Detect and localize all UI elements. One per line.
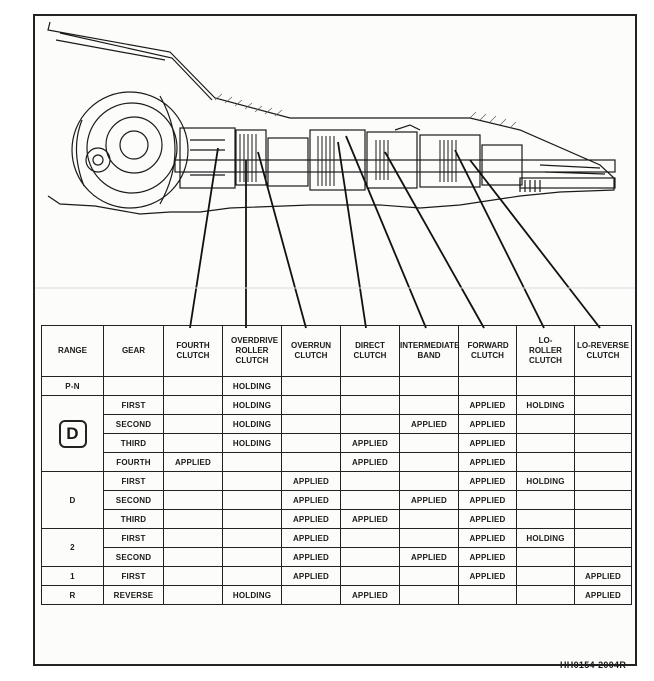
status-cell: HOLDING (223, 415, 282, 434)
header-overdrive-roller-clutch: OVERDRIVE ROLLER CLUTCH (223, 326, 282, 377)
gear-cell: FIRST (104, 567, 164, 586)
status-cell: HOLDING (223, 586, 282, 605)
status-cell: APPLIED (341, 510, 400, 529)
gear-cell: THIRD (104, 434, 164, 453)
header-direct-clutch: DIRECT CLUTCH (341, 326, 400, 377)
status-cell: HOLDING (223, 434, 282, 453)
status-cell (575, 453, 632, 472)
table-row (42, 415, 632, 434)
status-cell (282, 396, 341, 415)
status-cell: APPLIED (400, 548, 459, 567)
status-cell: APPLIED (459, 510, 517, 529)
status-cell (517, 453, 575, 472)
status-cell: APPLIED (459, 434, 517, 453)
range-pn: P-N (42, 377, 104, 396)
status-cell (400, 567, 459, 586)
range-second: 2 (42, 529, 104, 567)
table-row (42, 529, 632, 548)
table-row (42, 396, 632, 415)
status-cell (164, 396, 223, 415)
status-cell (575, 396, 632, 415)
gear-cell: FIRST (104, 529, 164, 548)
status-cell: APPLIED (459, 396, 517, 415)
status-cell (575, 510, 632, 529)
range-overdrive (42, 396, 104, 472)
status-cell (223, 567, 282, 586)
status-cell (282, 586, 341, 605)
status-cell: APPLIED (282, 567, 341, 586)
status-cell: HOLDING (223, 377, 282, 396)
status-cell (517, 434, 575, 453)
status-cell: APPLIED (575, 567, 632, 586)
status-cell: APPLIED (400, 491, 459, 510)
pump-gear (86, 148, 110, 172)
status-cell (341, 567, 400, 586)
range-first: 1 (42, 567, 104, 586)
status-cell (164, 510, 223, 529)
gear-cell: SECOND (104, 415, 164, 434)
status-cell (400, 529, 459, 548)
gear-cell: SECOND (104, 548, 164, 567)
status-cell (164, 529, 223, 548)
status-cell (282, 415, 341, 434)
gear-cell: REVERSE (104, 586, 164, 605)
table-row (42, 377, 632, 396)
status-cell (282, 377, 341, 396)
status-cell: APPLIED (459, 491, 517, 510)
gear-cell (104, 377, 164, 396)
status-cell (517, 548, 575, 567)
status-cell (164, 491, 223, 510)
gear-cell: SECOND (104, 491, 164, 510)
status-cell (223, 548, 282, 567)
status-cell: HOLDING (517, 529, 575, 548)
table-row (42, 548, 632, 567)
header-fourth-clutch: FOURTH CLUTCH (164, 326, 223, 377)
status-cell (164, 567, 223, 586)
status-cell (341, 491, 400, 510)
status-cell: APPLIED (459, 567, 517, 586)
status-cell: APPLIED (459, 529, 517, 548)
status-cell: APPLIED (282, 472, 341, 491)
status-cell (164, 472, 223, 491)
header-range: RANGE (42, 326, 104, 377)
table-row (42, 491, 632, 510)
status-cell (517, 567, 575, 586)
torque-converter (72, 92, 188, 208)
status-cell (575, 491, 632, 510)
header-lo-reverse-clutch: LO-REVERSE CLUTCH (575, 326, 632, 377)
status-cell: APPLIED (282, 529, 341, 548)
table-row (42, 453, 632, 472)
header-gear: GEAR (104, 326, 164, 377)
status-cell (459, 586, 517, 605)
status-cell (575, 415, 632, 434)
status-cell (282, 453, 341, 472)
status-cell (223, 472, 282, 491)
status-cell: APPLIED (282, 510, 341, 529)
status-cell (341, 377, 400, 396)
gear-cell: FOURTH (104, 453, 164, 472)
status-cell (223, 510, 282, 529)
status-cell: APPLIED (282, 491, 341, 510)
status-cell (575, 472, 632, 491)
header-forward-clutch: FORWARD CLUTCH (459, 326, 517, 377)
leader-intermediate-band (346, 136, 426, 328)
table-row (42, 472, 632, 491)
table-row (42, 567, 632, 586)
table-row (42, 510, 632, 529)
status-cell: APPLIED (459, 472, 517, 491)
status-cell: APPLIED (575, 586, 632, 605)
status-cell (400, 586, 459, 605)
gear-cell: FIRST (104, 472, 164, 491)
status-cell: APPLIED (341, 453, 400, 472)
clutch-application-table (41, 325, 632, 605)
status-cell: APPLIED (459, 453, 517, 472)
overdrive-unit (180, 128, 235, 188)
header-lo-roller-clutch: LO-ROLLER CLUTCH (517, 326, 575, 377)
status-cell (517, 415, 575, 434)
status-cell (341, 548, 400, 567)
status-cell: HOLDING (517, 472, 575, 491)
status-cell: APPLIED (282, 548, 341, 567)
status-cell: HOLDING (517, 396, 575, 415)
status-cell (282, 434, 341, 453)
status-cell (400, 396, 459, 415)
table-row (42, 586, 632, 605)
table-header-row (42, 326, 632, 377)
status-cell (341, 472, 400, 491)
range-drive: D (42, 472, 104, 529)
figure-code: HH0154-2004R (560, 660, 627, 670)
status-cell (164, 586, 223, 605)
status-cell (341, 529, 400, 548)
status-cell (341, 396, 400, 415)
status-cell: APPLIED (459, 415, 517, 434)
range-reverse: R (42, 586, 104, 605)
status-cell (223, 529, 282, 548)
status-cell: APPLIED (341, 586, 400, 605)
status-cell (223, 453, 282, 472)
status-cell (517, 377, 575, 396)
status-cell (341, 415, 400, 434)
status-cell (400, 377, 459, 396)
gear-cell: THIRD (104, 510, 164, 529)
status-cell (400, 453, 459, 472)
leader-direct-clutch (338, 142, 366, 328)
status-cell (223, 491, 282, 510)
status-cell (400, 510, 459, 529)
transmission-case-outline (48, 22, 614, 214)
status-cell (164, 377, 223, 396)
gear-cell: FIRST (104, 396, 164, 415)
status-cell (517, 510, 575, 529)
table-row (42, 434, 632, 453)
status-cell (575, 377, 632, 396)
status-cell (517, 491, 575, 510)
status-cell: APPLIED (459, 548, 517, 567)
status-cell: APPLIED (164, 453, 223, 472)
status-cell (164, 434, 223, 453)
status-cell (517, 586, 575, 605)
leader-overrun-clutch (258, 152, 306, 328)
status-cell: APPLIED (341, 434, 400, 453)
status-cell: APPLIED (400, 415, 459, 434)
status-cell (164, 415, 223, 434)
status-cell (164, 548, 223, 567)
status-cell (400, 434, 459, 453)
header-overrun-clutch: OVERRUN CLUTCH (282, 326, 341, 377)
status-cell (575, 434, 632, 453)
status-cell: HOLDING (223, 396, 282, 415)
header-intermediate-band: INTERMEDIATE BAND (400, 326, 459, 377)
status-cell (575, 548, 632, 567)
status-cell (459, 377, 517, 396)
status-cell (400, 472, 459, 491)
status-cell (575, 529, 632, 548)
overdrive-range-badge: D (59, 420, 87, 448)
